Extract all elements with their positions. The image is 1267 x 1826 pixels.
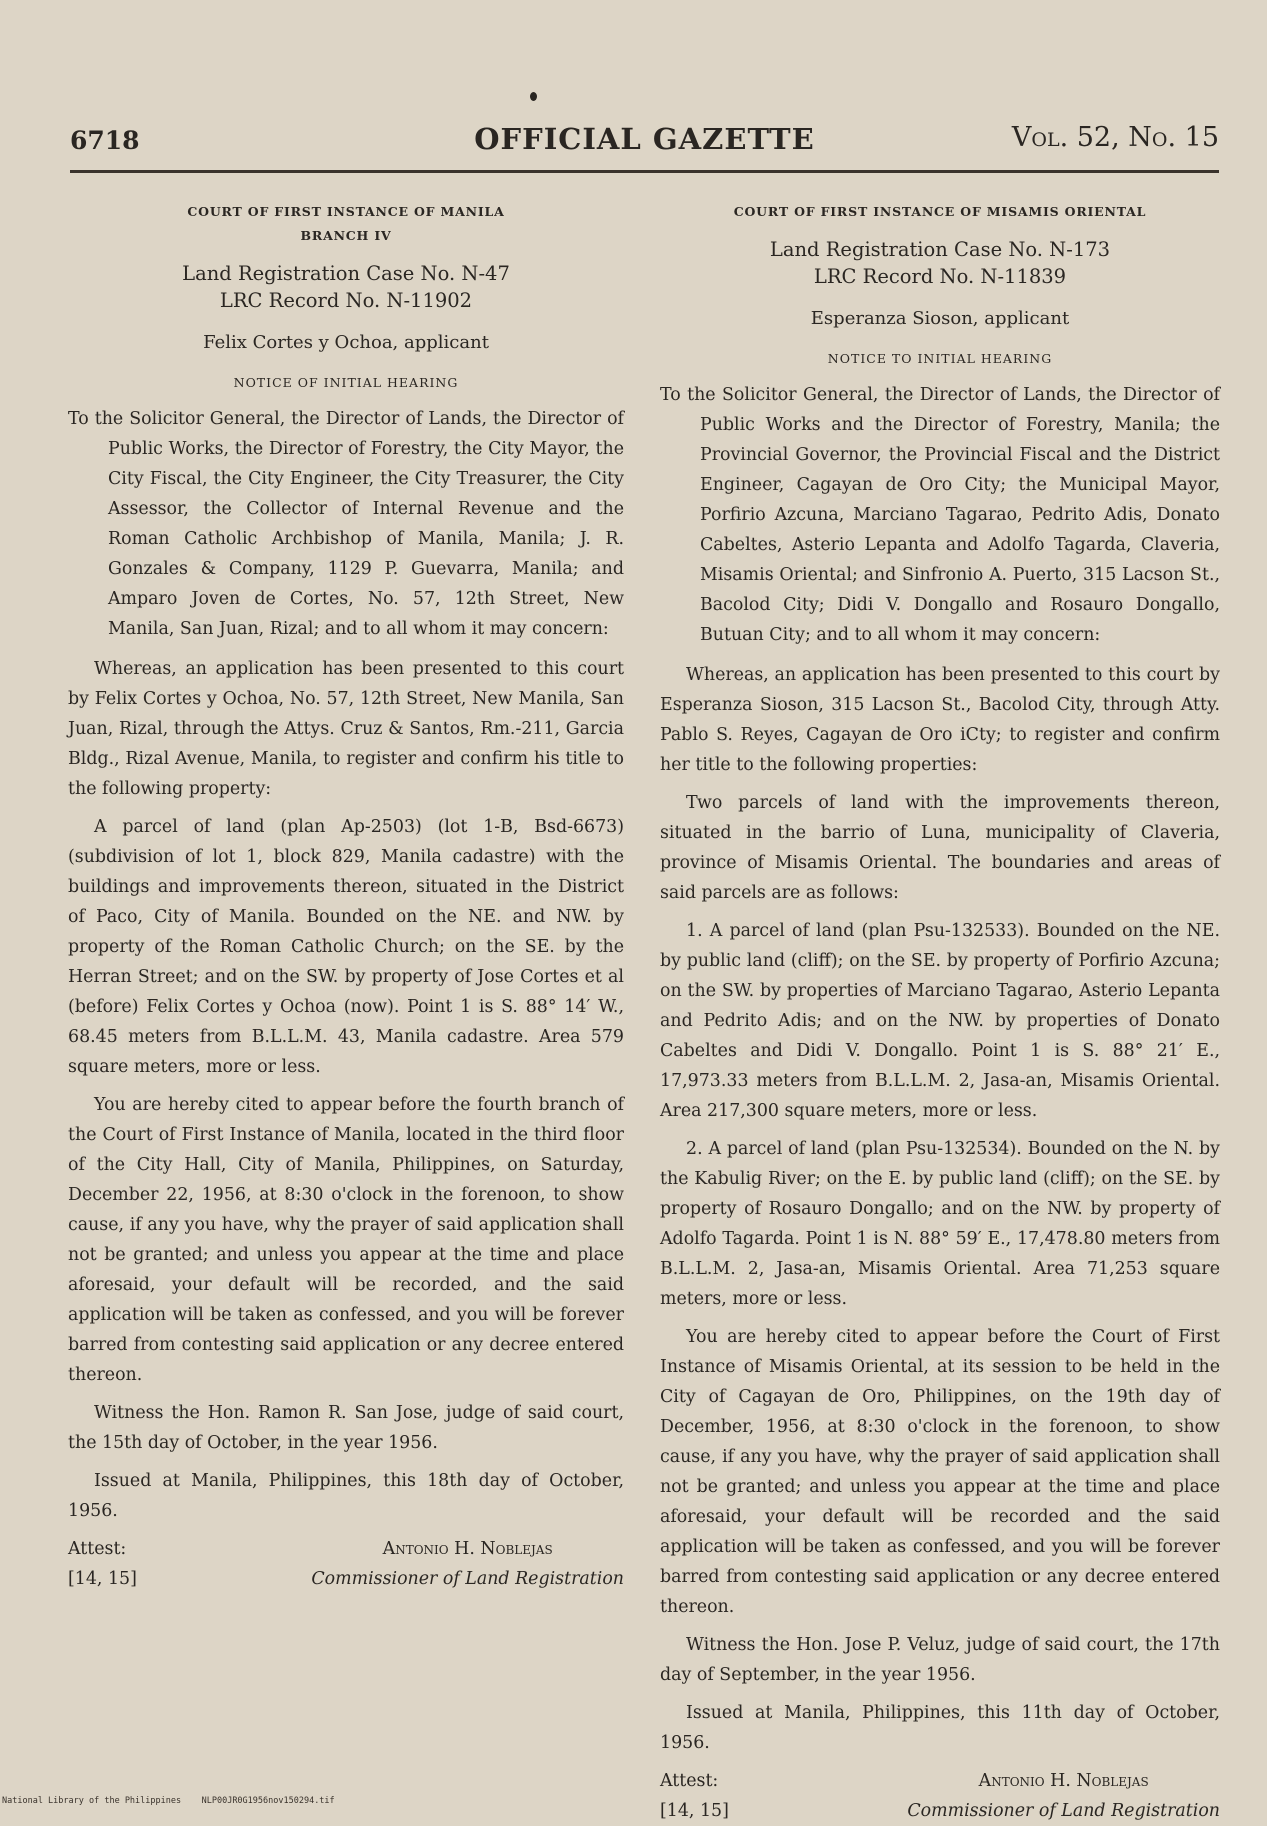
case-heading [660,236,1220,290]
signer-title: Commissioner of Land Registration [907,1801,1220,1821]
signer-title: Commissioner of Land Registration [311,1569,624,1589]
signer-name: Antonio H. Noblejas [978,1771,1149,1791]
file-name: NLP00JR0G1956nov150294.tif [201,1796,335,1806]
body-paragraph: Issued at Manila, Philippines, this 11th day of October, 1956. [660,1703,1220,1753]
signer-name: Antonio H. Noblejas [382,1539,553,1559]
body-paragraph: You are hereby cited to appear before the fourth branch of the Court of First Instance of Manila, located in the third floor of the City Hall, City of Manila, Philippines, on Saturday, December 22, 1956, at 8:30 o'clock in the forenoon, to show cause, if any you have, why the prayer of said application shall not be granted; and unless you appear at the time and place aforesaid, your default will be recorded, and the said application will be taken as confessed, and you will be forever barred from contesting said application or any decree entered thereon. [68,1095,624,1385]
body-paragraph: Whereas, an application has been presented to this court by Esperanza Sioson, 315 Lacson St., Bacolod City, through Atty. Pablo S. Reyes, Cagayan de Oro iCty; to register and confirm her title to the following properties: [660,665,1220,775]
lrc-record: LRC Record No. N-11902 [219,289,473,312]
attest-label: Attest: [660,1771,719,1791]
body-paragraph: 1. A parcel of land (plan Psu-132533). Bounded on the NE. by public land (cliff); on the SE. by property of Porfirio Azcuna; on the SW. by properties of Marciano Tagarao, Asterio Lepanta and Pedrito Adis; and on the NW. by properties of Donato Cabeltes and Didi V. Dongallo. Point 1 is S. 88° 21′ E., 17,973.33 meters from B.L.L.M. 2, Jasa-an, Misamis Oriental. Area 217,300 square meters, more or less. [660,921,1220,1121]
issue-reference: [14, 15] [68,1569,137,1589]
body-paragraph: A parcel of land (plan Ap-2503) (lot 1-B, Bsd-6673) (subdivision of lot 1, block 829, Manila cadastre) with the buildings and improvements thereon, situated in the District of Paco, City of Manila. Bounded on the NE. and NW. by property of the Roman Catholic Church; on the SE. by the Herran Street; and on the SW. by property of Jose Cortes et al (before) Felix Cortes y Ochoa (now). Point 1 is S. 88° 14′ W., 68.45 meters from B.L.L.M. 43, Manila cadastre. Area 579 square meters, more or less. [68,817,624,1077]
attest-block [660,1766,729,1826]
address-paragraph: To the Solicitor General, the Director of Lands, the Director of Public Works, the Director of Forestry, the City Mayor, the City Fiscal, the City Engineer, the City Treasurer, the City Assessor, the Collector of Internal Revenue and the Roman Catholic Archbishop of Manila, Manila; J. R. Gonzales & Company, 1129 P. Guevarra, Manila; and Amparo Joven de Cortes, No. 57, 12th Street, New Manila, San Juan, Rizal; and to all whom it may concern: [68,409,624,639]
page-number: 6718 [70,126,140,155]
signature-block [68,1534,624,1594]
signer-block [907,1766,1220,1826]
court-heading [660,200,1220,224]
case-number: Land Registration Case No. N-47 [182,262,510,285]
body-paragraph: 2. A parcel of land (plan Psu-132534). Bounded on the N. by the Kabulig River; on the E. by public land (cliff); on the SE. by property of Rosauro Dongallo; and on the NW. by property of Adolfo Tagarda. Point 1 is N. 88° 59′ E., 17,478.80 meters from B.L.L.M. 2, Jasa-an, Misamis Oriental. Area 71,253 square meters, more or less. [660,1139,1220,1309]
notice-heading: NOTICE OF INITIAL HEARING [233,375,459,390]
applicant-line: Esperanza Sioson, applicant [810,308,1070,329]
header-rule [70,170,1219,173]
lrc-record: LRC Record No. N-11839 [813,265,1067,288]
library-name: National Library of the Philippines [2,1796,182,1806]
signature-block [660,1766,1220,1826]
body-paragraph: Witness the Hon. Ramon R. San Jose, judge of said court, the 15th day of October, in the year 1956. [68,1403,624,1453]
body-paragraph: Witness the Hon. Jose P. Veluz, judge of said court, the 17th day of September, in the year 1956. [660,1635,1220,1685]
court-heading [68,200,624,248]
issue-reference: [14, 15] [660,1801,729,1821]
right-column [660,200,1220,1826]
case-heading [68,260,624,314]
notice-heading: NOTICE TO INITIAL HEARING [827,351,1053,366]
body-paragraph: You are hereby cited to appear before the Court of First Instance of Misamis Oriental, at its session to be held in the City of Cagayan de Oro, Philippines, on the 19th day of December, 1956, at 8:30 o'clock in the forenoon, to show cause, if any you have, why the prayer of said application shall not be granted; and unless you appear at the time and place aforesaid, your default will be recorded and the said application will be taken as confessed, and you will be forever barred from contesting said application or any decree entered thereon. [660,1327,1220,1617]
applicant-line: Felix Cortes y Ochoa, applicant [203,332,489,353]
ink-dot [530,92,537,101]
signer-block [311,1534,624,1594]
court-name: COURT OF FIRST INSTANCE OF MISAMIS ORIENTAL [733,204,1147,219]
address-paragraph: To the Solicitor General, the Director of Lands, the Director of Public Works and the Director of Forestry, Manila; the Provincial Governor, the Provincial Fiscal and the District Engineer, Cagayan de Oro City; the Municipal Mayor, Porfirio Azcuna, Marciano Tagarao, Pedrito Adis, Donato Cabeltes, Asterio Lepanta and Adolfo Tagarda, Claveria, Misamis Oriental; and Sinfronio A. Puerto, 315 Lacson St., Bacolod City; Didi V. Dongallo and Rosauro Dongallo, Butuan City; and to all whom it may concern: [660,385,1220,645]
attest-block [68,1534,137,1594]
scan-footer [2,1796,335,1806]
left-column [68,200,624,1594]
gazette-title: OFFICIAL GAZETTE [474,122,815,156]
body-paragraph: Whereas, an application has been presented to this court by Felix Cortes y Ochoa, No. 57, 12th Street, New Manila, San Juan, Rizal, through the Attys. Cruz & Santos, Rm.-211, Garcia Bldg., Rizal Avenue, Manila, to register and confirm his title to the following property: [68,659,624,799]
court-branch: BRANCH IV [300,228,392,243]
volume-number: Vol. 52, No. 15 [1011,122,1219,153]
case-number: Land Registration Case No. N-173 [769,238,1111,261]
page-header [70,118,1219,162]
body-paragraph: Issued at Manila, Philippines, this 18th day of October, 1956. [68,1471,624,1521]
body-paragraph: Two parcels of land with the improvements thereon, situated in the barrio of Luna, municipality of Claveria, province of Misamis Oriental. The boundaries and areas of said parcels are as follows: [660,793,1220,903]
attest-label: Attest: [68,1539,127,1559]
court-name: COURT OF FIRST INSTANCE OF MANILA [187,204,505,219]
